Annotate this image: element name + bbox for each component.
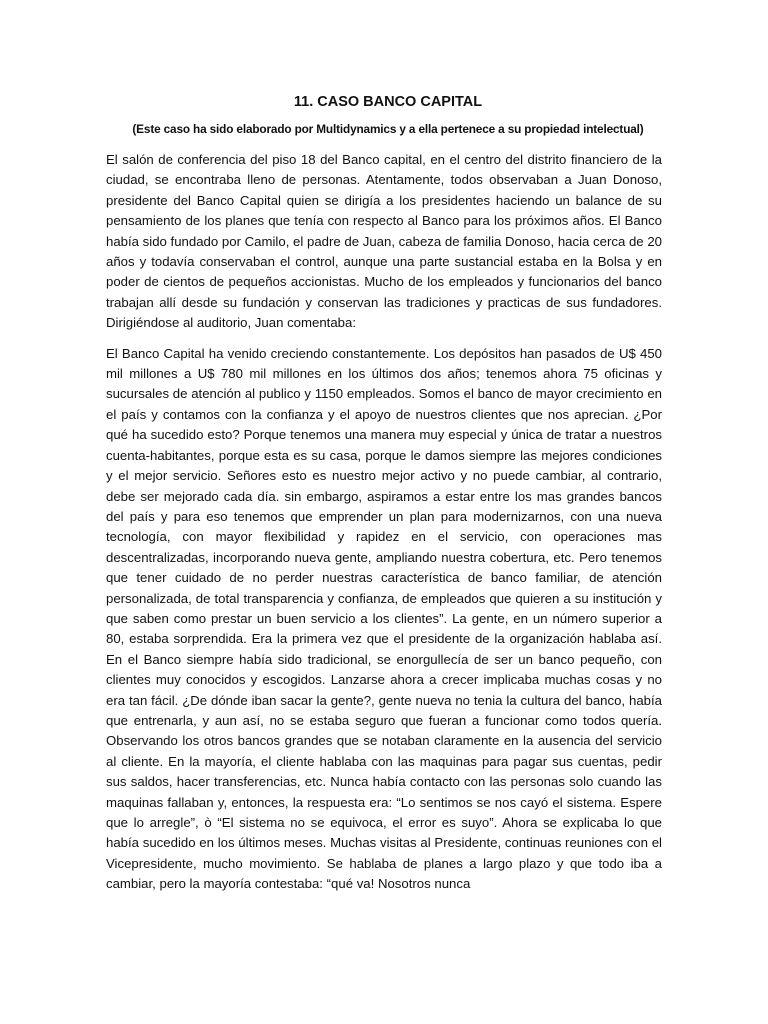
document-title: 11. CASO BANCO CAPITAL bbox=[293, 94, 483, 110]
document-subtitle: (Este caso ha sido elaborado por Multidynamics y a ella pertenece a su propiedad intelectual) bbox=[132, 122, 644, 136]
paragraph-1: El salón de conferencia del piso 18 del Banco capital, en el centro del distrito financiero de la ciudad, se encontraba lleno de personas. Atentamente, todos observaban a Juan Donoso, presidente del Banco Capital quien se dirigía a los presidentes haciendo un balance de su pensamiento de los planes que tenía con respecto al Banco para los próximos años. El Banco había sido fundado por Camilo, el padre de Juan, cabeza de familia Donoso, hacia cerca de 20 años y todavía conservaban el control, aunque una parte sustancial estaba en la Bolsa y en poder de cientos de pequeños accionistas. Mucho de los empleados y funcionarios del banco trabajan allí desde su fundación y conservan las tradiciones y practicas de sus fundadores. Dirigiéndose al auditorio, Juan comentaba: bbox=[106, 152, 662, 331]
paragraph-2: El Banco Capital ha venido creciendo constantemente. Los depósitos han pasados de U$ 450 mil millones a U$ 780 mil millones en los últimos dos años; tenemos ahora 75 oficinas y sucursales de atención al publico y 1150 empleados. Somos el banco de mayor crecimiento en el país y contamos con la confianza y el apoyo de nuestros clientes que nos aprecian. ¿Por qué ha sucedido esto? Porque tenemos una manera muy especial y única de tratar a nuestros cuenta-habitantes, porque esta es su casa, porque le damos siempre las mejores condiciones y el mejor servicio. Señores esto es nuestro mejor activo y no puede cambiar, al contrario, debe ser mejorado cada día. sin embargo, aspiramos a estar entre los mas grandes bancos del país y para eso tenemos que emprender un plan para modernizarnos, con una nueva tecnología, con mayor flexibilidad y rapidez en el servicio, con operaciones mas descentralizadas, incorporando nueva gente, ampliando nuestra cobertura, etc. Pero tenemos que tener cuidado de no perder nuestras característica de banco familiar, de atención personalizada, de total transparencia y confianza, de empleados que quieren a su institución y que saben como prestar un buen servicio a los clientes”. La gente, en un número superior a 80, estaba sorprendida. Era la primera vez que el presidente de la organización hablaba así. En el Banco siempre había sido tradicional, se enorgullecía de ser un banco pequeño, con clientes muy conocidos y escogidos. Lanzarse ahora a crecer implicaba muchas cosas y no era tan fácil. ¿De dónde iban sacar la gente?, gente nueva no tenia la cultura del banco, había que entrenarla, y aun así, no se estaba seguro que fueran a funcionar como todos quería. Observando los otros bancos grandes que se notaban claramente en la ausencia del servicio al cliente. En la mayoría, el cliente hablaba con las maquinas para pagar sus cuentas, pedir sus saldos, hacer transferencias, etc. Nunca había contacto con las personas solo cuando las maquinas fallaban y, entonces, la respuesta era: “Lo sentimos se nos cayó el sistema. Espere que lo arregle”, ò “El sistema no se equivoca, el error es suyo”. Ahora se explicaba lo que había sucedido en los últimos meses. Muchas visitas al Presidente, continuas reuniones con el Vicepresidente, mucho movimiento. Se hablaba de planes a largo plazo y que todo iba a cambiar, pero la mayoría contestaba: “qué va! Nosotros nunca bbox=[106, 345, 662, 892]
